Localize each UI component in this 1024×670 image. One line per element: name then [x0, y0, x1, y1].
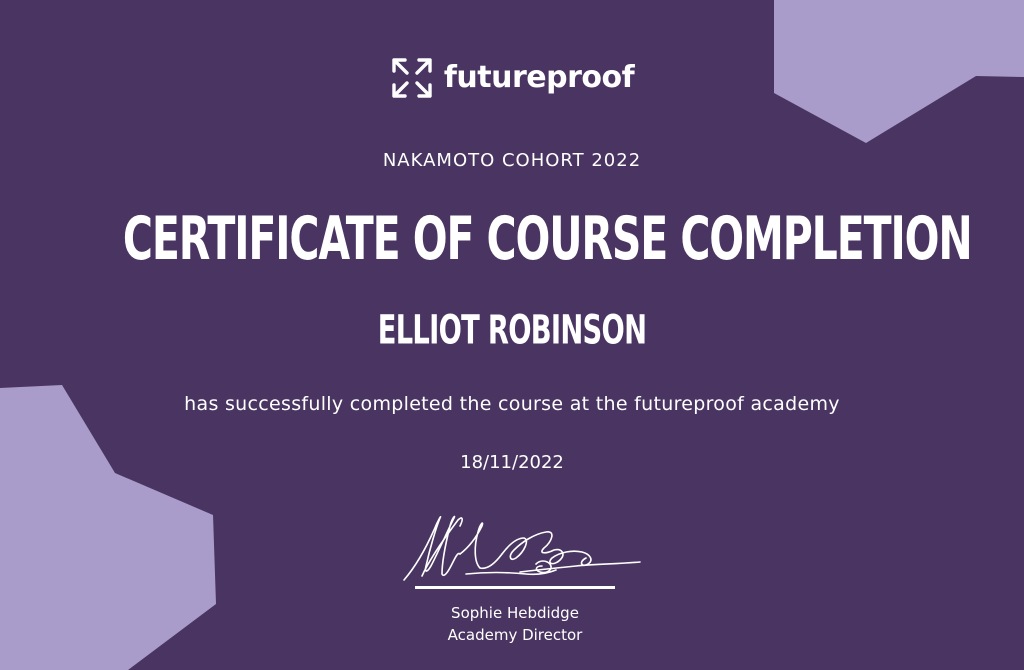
- certificate-title: CERTIFICATE OF COURSE COMPLETION: [122, 203, 972, 274]
- signature-line: [415, 586, 615, 589]
- completion-date: 18/11/2022: [460, 452, 564, 473]
- signatory-role: Academy Director: [447, 626, 583, 644]
- futureproof-arrows-icon: [390, 56, 434, 100]
- recipient-name: ELLIOT ROBINSON: [377, 306, 647, 354]
- cohort-label: NAKAMOTO COHORT 2022: [382, 150, 642, 171]
- brand-name: futureproof: [443, 60, 635, 95]
- brand-logo: [0, 56, 1024, 100]
- signatory-name: Sophie Hebdidge: [451, 604, 579, 622]
- completion-statement: has successfully completed the course at the futureproof academy: [184, 393, 840, 415]
- signature-image: [396, 508, 646, 590]
